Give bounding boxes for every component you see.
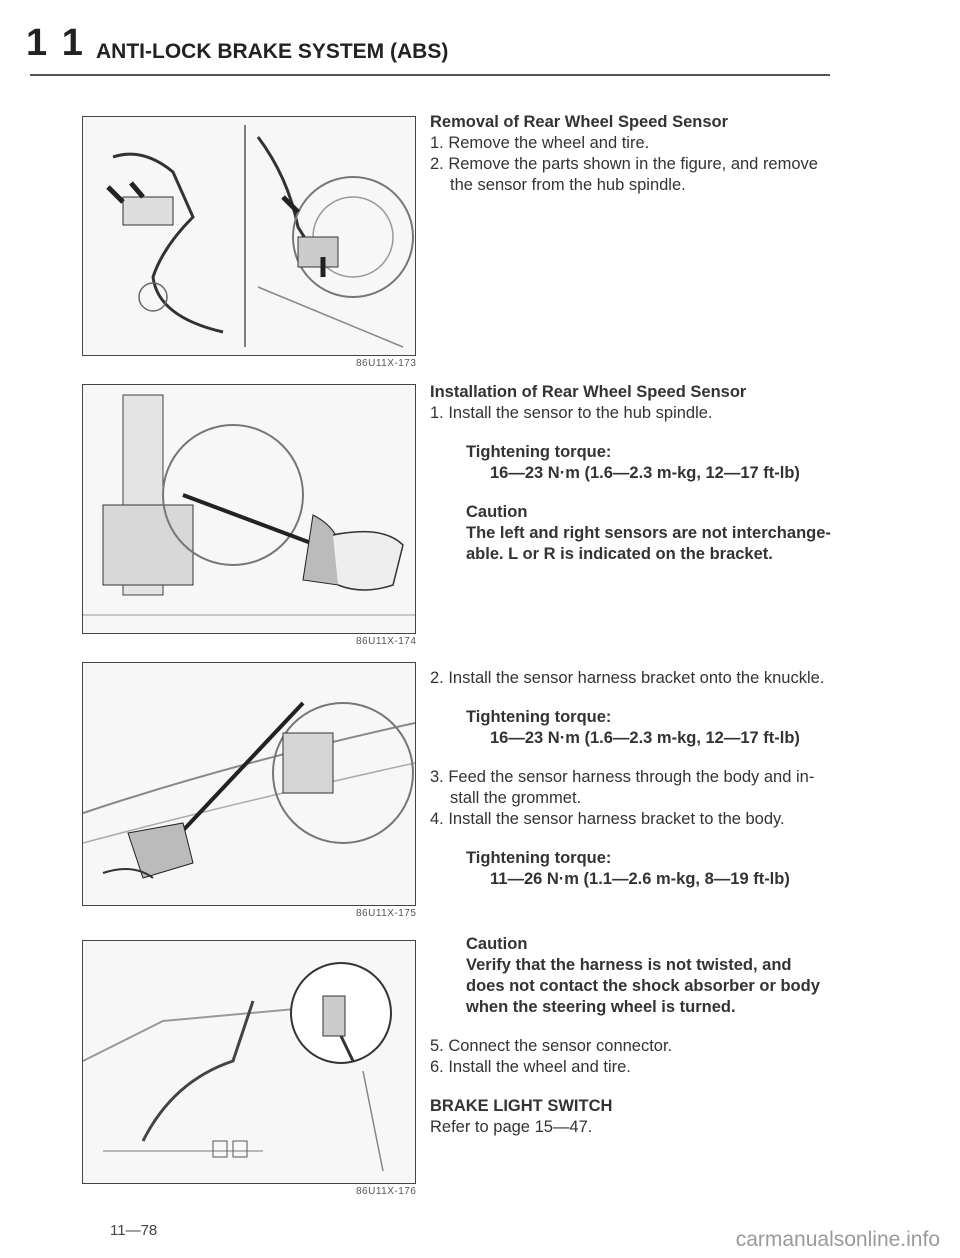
watermark: carmanualsonline.info xyxy=(735,1228,940,1251)
header-rule xyxy=(30,74,830,76)
figure-code: 86U11X-176 xyxy=(356,1186,417,1197)
figure-sensor-install-torque xyxy=(82,384,416,634)
torque-label: Tightening torque: xyxy=(466,849,612,867)
brake-light-ref: Refer to page 15—47. xyxy=(430,1118,593,1136)
page-header xyxy=(20,14,830,84)
caution-text-cont: when the steering wheel is turned. xyxy=(466,998,736,1016)
installation-section-3 xyxy=(430,934,860,1138)
removal-step-1: 1. Remove the wheel and tire. xyxy=(430,134,650,152)
installation-section xyxy=(430,382,850,565)
page-number: 11—78 xyxy=(110,1222,158,1239)
install-step-5: 5. Connect the sensor connector. xyxy=(430,1037,673,1055)
torque-value: 16—23 N·m (1.6—2.3 m-kg, 12—17 ft-lb) xyxy=(490,464,800,482)
install-step-3-cont: stall the grommet. xyxy=(450,789,582,807)
caution-label: Caution xyxy=(466,503,528,521)
removal-heading: Removal of Rear Wheel Speed Sensor xyxy=(430,113,729,131)
caution-text: The left and right sensors are not interchange- xyxy=(466,524,831,542)
installation-section-2 xyxy=(430,668,860,890)
caution-text-cont: does not contact the shock absorber or body xyxy=(466,977,820,995)
torque-label: Tightening torque: xyxy=(466,443,612,461)
figure-sensor-removal xyxy=(82,116,416,356)
section-title: ANTI-LOCK BRAKE SYSTEM (ABS) xyxy=(96,40,449,63)
install-step-2: 2. Install the sensor harness bracket onto the knuckle. xyxy=(430,669,825,687)
sensor-removal-illustration xyxy=(83,117,415,355)
section-number: 1 1 xyxy=(26,22,85,64)
removal-step-2-cont: the sensor from the hub spindle. xyxy=(450,176,686,194)
caution-label: Caution xyxy=(466,935,528,953)
caution-text-cont: able. L or R is indicated on the bracket. xyxy=(466,545,773,563)
torque-value: 16—23 N·m (1.6—2.3 m-kg, 12—17 ft-lb) xyxy=(490,729,800,747)
figure-code: 86U11X-174 xyxy=(356,636,417,647)
caution-text: Verify that the harness is not twisted, and xyxy=(466,956,792,974)
figure-code: 86U11X-173 xyxy=(356,358,417,369)
install-step-1: 1. Install the sensor to the hub spindle. xyxy=(430,404,713,422)
install-step-6: 6. Install the wheel and tire. xyxy=(430,1058,631,1076)
install-step-3: 3. Feed the sensor harness through the body and in- xyxy=(430,768,815,786)
install-step-4: 4. Install the sensor harness bracket to the body. xyxy=(430,810,785,828)
harness-bracket-illustration xyxy=(83,663,415,905)
torque-wrench-illustration xyxy=(83,385,415,633)
brake-light-heading: BRAKE LIGHT SWITCH xyxy=(430,1097,613,1115)
sensor-connector-illustration xyxy=(83,941,415,1183)
figure-harness-bracket xyxy=(82,662,416,906)
installation-heading: Installation of Rear Wheel Speed Sensor xyxy=(430,383,747,401)
figure-sensor-connector xyxy=(82,940,416,1184)
removal-step-2: 2. Remove the parts shown in the figure, and remove xyxy=(430,155,818,173)
removal-section xyxy=(430,112,850,196)
figure-code: 86U11X-175 xyxy=(356,908,417,919)
torque-label: Tightening torque: xyxy=(466,708,612,726)
torque-value: 11—26 N·m (1.1—2.6 m-kg, 8—19 ft-lb) xyxy=(490,870,790,888)
